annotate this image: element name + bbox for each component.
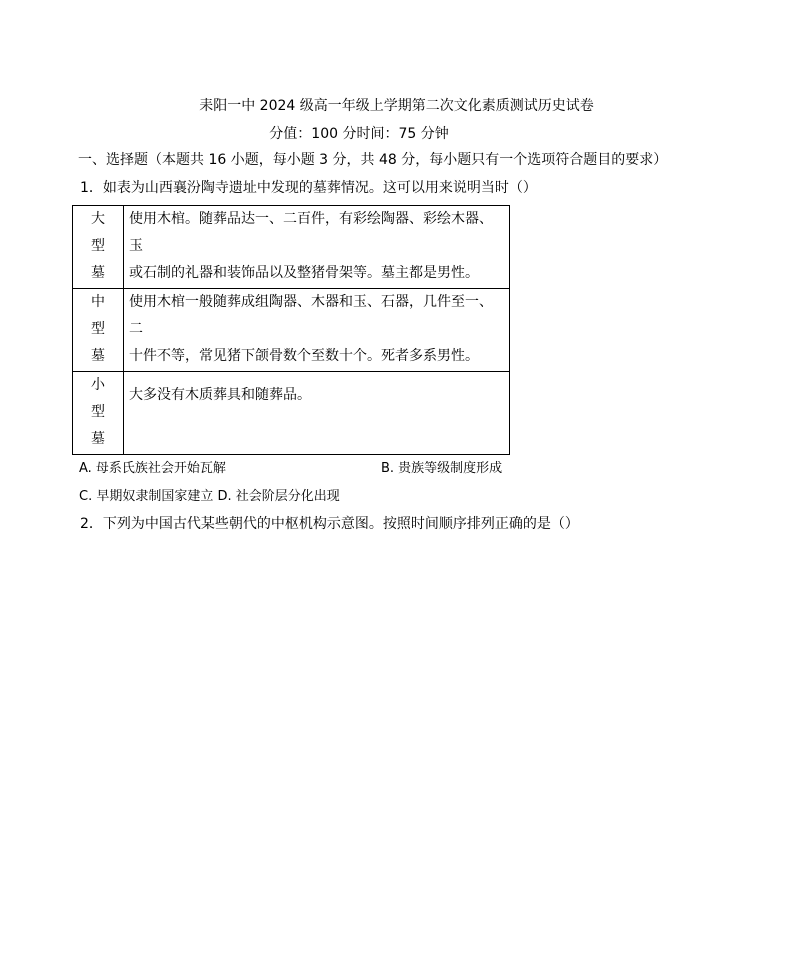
tomb-type-cell: [73, 206, 124, 289]
tomb-description-line: 十件不等，常见猪下颌骨数个至数十个。死者多系男性。: [129, 348, 479, 364]
tomb-type-char: 小: [91, 377, 105, 393]
section-heading: 一、选择题（本题共 16 小题，每小题 3 分，共 48 分，每小题只有一个选项符合题目的要求）: [78, 152, 668, 168]
tomb-type-char: 中: [91, 294, 105, 310]
table-row: [73, 372, 510, 455]
option-a: A. 母系氏族社会开始瓦解: [79, 461, 226, 476]
tomb-type-cell: [73, 289, 124, 372]
tomb-type-char: 型: [91, 321, 105, 337]
tomb-type-char: 墓: [91, 265, 105, 281]
exam-subtitle: 分值：100 分时间：75 分钟: [269, 126, 449, 142]
tomb-description-line: 使用木棺。随葬品达一、二百件，有彩绘陶器、彩绘木器、玉: [129, 211, 493, 254]
tomb-description-cell: [124, 206, 510, 289]
tomb-description-cell: [124, 289, 510, 372]
table-row: [73, 206, 510, 289]
table-row: [73, 289, 510, 372]
tomb-table: [72, 205, 510, 455]
tomb-type-char: 大: [91, 211, 105, 227]
tomb-type-cell: [73, 372, 124, 455]
question-2-stem: 2．下列为中国古代某些朝代的中枢机构示意图。按照时间顺序排列正确的是（）: [80, 516, 579, 532]
tomb-description-line: 使用木棺一般随葬成组陶器、木器和玉、石器，几件至一、二: [129, 294, 493, 337]
exam-title: 耒阳一中 2024 级高一年级上学期第二次文化素质测试历史试卷: [199, 98, 594, 114]
option-c-d: C. 早期奴隶制国家建立 D. 社会阶层分化出现: [79, 489, 340, 504]
tomb-type-char: 墓: [91, 348, 105, 364]
option-b: B. 贵族等级制度形成: [381, 461, 503, 476]
tomb-type-char: 型: [91, 238, 105, 254]
tomb-type-char: 墓: [91, 431, 105, 447]
tomb-type-char: 型: [91, 404, 105, 420]
tomb-description-cell: [124, 372, 510, 455]
question-1-stem: 1．如表为山西襄汾陶寺遗址中发现的墓葬情况。这可以用来说明当时（）: [80, 180, 537, 196]
tomb-description-line: 大多没有木质葬具和随葬品。: [129, 387, 311, 403]
tomb-description-line: [129, 372, 505, 382]
tomb-description-line: 或石制的礼器和装饰品以及整猪骨架等。墓主都是男性。: [129, 265, 479, 281]
